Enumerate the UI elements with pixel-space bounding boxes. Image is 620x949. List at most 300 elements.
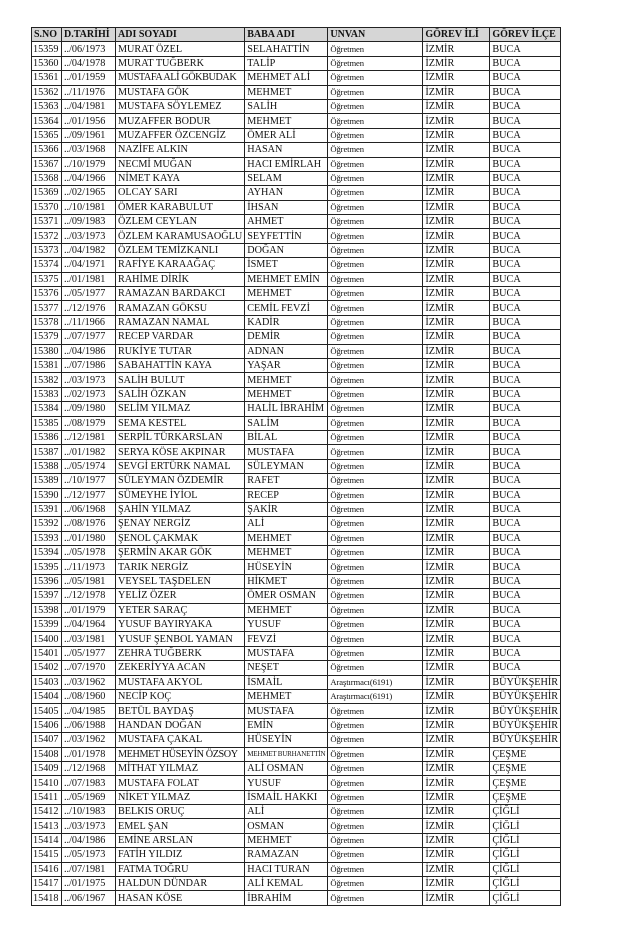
cell-birth-date: ../08/1960 bbox=[62, 689, 116, 703]
cell-duty-province: İZMİR bbox=[423, 632, 490, 646]
cell-father-name: MEHMET bbox=[245, 603, 328, 617]
cell-father-name: ÖMER ALİ bbox=[245, 128, 328, 142]
cell-birth-date: ../03/1981 bbox=[62, 632, 116, 646]
cell-father-name: MEHMET bbox=[245, 833, 328, 847]
cell-title: Öğretmen bbox=[328, 589, 423, 603]
cell-title: Araştırmacı(6191) bbox=[328, 689, 423, 703]
table-row bbox=[32, 603, 561, 617]
cell-duty-province: İZMİR bbox=[423, 589, 490, 603]
cell-full-name: SABAHATTİN KAYA bbox=[116, 358, 245, 372]
cell-duty-province: İZMİR bbox=[423, 560, 490, 574]
cell-birth-date: ../05/1977 bbox=[62, 646, 116, 660]
cell-father-name: SELAM bbox=[245, 171, 328, 185]
table-row bbox=[32, 416, 561, 430]
table-row bbox=[32, 574, 561, 588]
cell-full-name: SERPİL TÜRKARSLAN bbox=[116, 430, 245, 444]
cell-sno: 15392 bbox=[32, 517, 62, 531]
cell-title: Öğretmen bbox=[328, 330, 423, 344]
cell-birth-date: ../04/1978 bbox=[62, 56, 116, 70]
cell-full-name: ŞERMİN AKAR GÖK bbox=[116, 546, 245, 560]
cell-duty-district: BUCA bbox=[490, 330, 561, 344]
cell-birth-date: ../06/1973 bbox=[62, 42, 116, 56]
cell-duty-district: BUCA bbox=[490, 603, 561, 617]
cell-birth-date: ../12/1968 bbox=[62, 761, 116, 775]
table-row bbox=[32, 200, 561, 214]
cell-duty-district: BUCA bbox=[490, 315, 561, 329]
cell-full-name: ŞAHİN YILMAZ bbox=[116, 502, 245, 516]
cell-duty-district: BUCA bbox=[490, 56, 561, 70]
cell-title: Öğretmen bbox=[328, 704, 423, 718]
cell-duty-province: İZMİR bbox=[423, 128, 490, 142]
cell-sno: 15380 bbox=[32, 344, 62, 358]
cell-duty-province: İZMİR bbox=[423, 459, 490, 473]
cell-title: Öğretmen bbox=[328, 574, 423, 588]
cell-full-name: MUSTAFA AKYOL bbox=[116, 675, 245, 689]
cell-duty-district: BUCA bbox=[490, 402, 561, 416]
column-header-duty-province: GÖREV İLİ bbox=[423, 28, 490, 42]
cell-duty-province: İZMİR bbox=[423, 488, 490, 502]
table-row bbox=[32, 704, 561, 718]
cell-title: Öğretmen bbox=[328, 128, 423, 142]
column-header-full-name: ADI SOYADI bbox=[116, 28, 245, 42]
cell-title: Öğretmen bbox=[328, 546, 423, 560]
cell-duty-district: BUCA bbox=[490, 517, 561, 531]
cell-sno: 15397 bbox=[32, 589, 62, 603]
cell-duty-district: BUCA bbox=[490, 502, 561, 516]
cell-sno: 15360 bbox=[32, 56, 62, 70]
cell-title: Öğretmen bbox=[328, 229, 423, 243]
cell-duty-district: BUCA bbox=[490, 171, 561, 185]
cell-duty-province: İZMİR bbox=[423, 877, 490, 891]
table-header-row bbox=[32, 28, 561, 42]
cell-sno: 15369 bbox=[32, 186, 62, 200]
table-row bbox=[32, 42, 561, 56]
table-row bbox=[32, 358, 561, 372]
table-row bbox=[32, 646, 561, 660]
cell-title: Öğretmen bbox=[328, 258, 423, 272]
table-row bbox=[32, 186, 561, 200]
cell-birth-date: ../06/1988 bbox=[62, 718, 116, 732]
cell-duty-province: İZMİR bbox=[423, 833, 490, 847]
cell-duty-province: İZMİR bbox=[423, 215, 490, 229]
cell-duty-district: BUCA bbox=[490, 287, 561, 301]
cell-full-name: MURAT ÖZEL bbox=[116, 42, 245, 56]
cell-sno: 15406 bbox=[32, 718, 62, 732]
table-row bbox=[32, 502, 561, 516]
cell-title: Öğretmen bbox=[328, 272, 423, 286]
cell-title: Öğretmen bbox=[328, 474, 423, 488]
cell-sno: 15372 bbox=[32, 229, 62, 243]
cell-full-name: MUSTAFA FOLAT bbox=[116, 776, 245, 790]
cell-father-name: CEMİL FEVZİ bbox=[245, 301, 328, 315]
cell-father-name: HÜSEYİN bbox=[245, 733, 328, 747]
cell-title: Öğretmen bbox=[328, 646, 423, 660]
table-row bbox=[32, 862, 561, 876]
cell-duty-province: İZMİR bbox=[423, 402, 490, 416]
cell-duty-district: ÇİĞLİ bbox=[490, 833, 561, 847]
cell-full-name: SÜMEYHE İYİOL bbox=[116, 488, 245, 502]
table-row bbox=[32, 330, 561, 344]
cell-father-name: ADNAN bbox=[245, 344, 328, 358]
cell-duty-province: İZMİR bbox=[423, 71, 490, 85]
cell-birth-date: ../12/1976 bbox=[62, 301, 116, 315]
cell-father-name: DEMİR bbox=[245, 330, 328, 344]
cell-full-name: ÖZLEM CEYLAN bbox=[116, 215, 245, 229]
table-body bbox=[32, 42, 561, 905]
cell-birth-date: ../12/1978 bbox=[62, 589, 116, 603]
cell-father-name: SÜLEYMAN bbox=[245, 459, 328, 473]
cell-birth-date: ../05/1974 bbox=[62, 459, 116, 473]
cell-duty-district: BUCA bbox=[490, 589, 561, 603]
cell-title: Öğretmen bbox=[328, 416, 423, 430]
cell-birth-date: ../07/1986 bbox=[62, 358, 116, 372]
table-row bbox=[32, 373, 561, 387]
cell-birth-date: ../04/1981 bbox=[62, 99, 116, 113]
cell-full-name: ÖMER KARABULUT bbox=[116, 200, 245, 214]
cell-title: Öğretmen bbox=[328, 344, 423, 358]
cell-duty-province: İZMİR bbox=[423, 272, 490, 286]
cell-title: Öğretmen bbox=[328, 718, 423, 732]
table-row bbox=[32, 128, 561, 142]
cell-full-name: EMEL ŞAN bbox=[116, 819, 245, 833]
cell-full-name: SEVGİ ERTÜRK NAMAL bbox=[116, 459, 245, 473]
cell-sno: 15407 bbox=[32, 733, 62, 747]
cell-duty-district: BUCA bbox=[490, 459, 561, 473]
cell-title: Öğretmen bbox=[328, 833, 423, 847]
cell-duty-district: BUCA bbox=[490, 560, 561, 574]
cell-duty-district: BUCA bbox=[490, 531, 561, 545]
cell-sno: 15399 bbox=[32, 618, 62, 632]
cell-full-name: HALDUN DÜNDAR bbox=[116, 877, 245, 891]
cell-birth-date: ../11/1976 bbox=[62, 85, 116, 99]
cell-title: Öğretmen bbox=[328, 632, 423, 646]
cell-birth-date: ../07/1977 bbox=[62, 330, 116, 344]
cell-sno: 15396 bbox=[32, 574, 62, 588]
cell-sno: 15366 bbox=[32, 143, 62, 157]
cell-duty-district: ÇİĞLİ bbox=[490, 805, 561, 819]
cell-father-name: SALİH bbox=[245, 99, 328, 113]
cell-father-name: ALİ bbox=[245, 805, 328, 819]
cell-title: Öğretmen bbox=[328, 618, 423, 632]
cell-duty-district: BUCA bbox=[490, 186, 561, 200]
cell-duty-province: İZMİR bbox=[423, 862, 490, 876]
cell-duty-province: İZMİR bbox=[423, 143, 490, 157]
table-row bbox=[32, 301, 561, 315]
table-row bbox=[32, 675, 561, 689]
cell-birth-date: ../03/1973 bbox=[62, 373, 116, 387]
cell-sno: 15408 bbox=[32, 747, 62, 761]
cell-sno: 15361 bbox=[32, 71, 62, 85]
table-row bbox=[32, 157, 561, 171]
cell-duty-district: ÇİĞLİ bbox=[490, 848, 561, 862]
cell-full-name: RUKİYE TUTAR bbox=[116, 344, 245, 358]
cell-full-name: YETER SARAÇ bbox=[116, 603, 245, 617]
cell-title: Araştırmacı(6191) bbox=[328, 675, 423, 689]
cell-father-name: MEHMET bbox=[245, 531, 328, 545]
cell-full-name: SÜLEYMAN ÖZDEMİR bbox=[116, 474, 245, 488]
table-row bbox=[32, 618, 561, 632]
cell-full-name: ŞENAY NERGİZ bbox=[116, 517, 245, 531]
cell-full-name: TARIK NERGİZ bbox=[116, 560, 245, 574]
cell-duty-district: BUCA bbox=[490, 157, 561, 171]
cell-title: Öğretmen bbox=[328, 891, 423, 905]
cell-sno: 15374 bbox=[32, 258, 62, 272]
cell-father-name: İHSAN bbox=[245, 200, 328, 214]
cell-full-name: MUSTAFA GÖK bbox=[116, 85, 245, 99]
cell-birth-date: ../03/1962 bbox=[62, 675, 116, 689]
cell-sno: 15386 bbox=[32, 430, 62, 444]
cell-birth-date: ../01/1979 bbox=[62, 603, 116, 617]
cell-sno: 15418 bbox=[32, 891, 62, 905]
cell-birth-date: ../04/1971 bbox=[62, 258, 116, 272]
cell-title: Öğretmen bbox=[328, 502, 423, 516]
table-row bbox=[32, 99, 561, 113]
cell-sno: 15410 bbox=[32, 776, 62, 790]
cell-father-name: RAMAZAN bbox=[245, 848, 328, 862]
cell-duty-province: İZMİR bbox=[423, 416, 490, 430]
table-row bbox=[32, 229, 561, 243]
cell-sno: 15383 bbox=[32, 387, 62, 401]
cell-birth-date: ../09/1961 bbox=[62, 128, 116, 142]
cell-duty-district: BUCA bbox=[490, 143, 561, 157]
cell-sno: 15390 bbox=[32, 488, 62, 502]
cell-birth-date: ../04/1966 bbox=[62, 171, 116, 185]
cell-birth-date: ../05/1977 bbox=[62, 287, 116, 301]
cell-sno: 15411 bbox=[32, 790, 62, 804]
table-row bbox=[32, 445, 561, 459]
cell-father-name: MEHMET bbox=[245, 373, 328, 387]
cell-birth-date: ../09/1983 bbox=[62, 215, 116, 229]
cell-duty-province: İZMİR bbox=[423, 387, 490, 401]
cell-sno: 15385 bbox=[32, 416, 62, 430]
cell-sno: 15362 bbox=[32, 85, 62, 99]
cell-duty-province: İZMİR bbox=[423, 315, 490, 329]
cell-father-name: MEHMET ALİ bbox=[245, 71, 328, 85]
table-row bbox=[32, 733, 561, 747]
cell-full-name: OLCAY SARI bbox=[116, 186, 245, 200]
table-row bbox=[32, 402, 561, 416]
cell-birth-date: ../03/1973 bbox=[62, 819, 116, 833]
cell-duty-district: ÇİĞLİ bbox=[490, 891, 561, 905]
cell-full-name: MUSTAFA ÇAKAL bbox=[116, 733, 245, 747]
table-row bbox=[32, 747, 561, 761]
cell-title: Öğretmen bbox=[328, 301, 423, 315]
cell-duty-province: İZMİR bbox=[423, 99, 490, 113]
cell-sno: 15363 bbox=[32, 99, 62, 113]
cell-sno: 15370 bbox=[32, 200, 62, 214]
cell-sno: 15412 bbox=[32, 805, 62, 819]
cell-title: Öğretmen bbox=[328, 776, 423, 790]
cell-full-name: NECİP KOÇ bbox=[116, 689, 245, 703]
cell-father-name: MEHMET bbox=[245, 85, 328, 99]
cell-sno: 15395 bbox=[32, 560, 62, 574]
cell-sno: 15403 bbox=[32, 675, 62, 689]
cell-duty-district: ÇİĞLİ bbox=[490, 862, 561, 876]
cell-full-name: YUSUF ŞENBOL YAMAN bbox=[116, 632, 245, 646]
cell-duty-province: İZMİR bbox=[423, 718, 490, 732]
table-row bbox=[32, 790, 561, 804]
cell-sno: 15417 bbox=[32, 877, 62, 891]
cell-sno: 15378 bbox=[32, 315, 62, 329]
cell-duty-province: İZMİR bbox=[423, 344, 490, 358]
cell-birth-date: ../06/1968 bbox=[62, 502, 116, 516]
table-row bbox=[32, 171, 561, 185]
cell-sno: 15393 bbox=[32, 531, 62, 545]
cell-title: Öğretmen bbox=[328, 877, 423, 891]
cell-duty-province: İZMİR bbox=[423, 474, 490, 488]
cell-full-name: RAFİYE KARAAĞAÇ bbox=[116, 258, 245, 272]
cell-duty-district: ÇİĞLİ bbox=[490, 819, 561, 833]
cell-duty-province: İZMİR bbox=[423, 819, 490, 833]
cell-duty-province: İZMİR bbox=[423, 747, 490, 761]
cell-duty-province: İZMİR bbox=[423, 790, 490, 804]
cell-sno: 15400 bbox=[32, 632, 62, 646]
cell-duty-province: İZMİR bbox=[423, 704, 490, 718]
cell-duty-province: İZMİR bbox=[423, 805, 490, 819]
cell-birth-date: ../11/1966 bbox=[62, 315, 116, 329]
cell-full-name: HASAN KÖSE bbox=[116, 891, 245, 905]
cell-father-name: MEHMET bbox=[245, 387, 328, 401]
cell-birth-date: ../09/1980 bbox=[62, 402, 116, 416]
cell-birth-date: ../07/1970 bbox=[62, 661, 116, 675]
cell-father-name: SELAHATTİN bbox=[245, 42, 328, 56]
table-row bbox=[32, 819, 561, 833]
table-row bbox=[32, 718, 561, 732]
cell-sno: 15402 bbox=[32, 661, 62, 675]
cell-father-name: MEHMET EMİN bbox=[245, 272, 328, 286]
cell-full-name: RAHİME DİRİK bbox=[116, 272, 245, 286]
table-row bbox=[32, 891, 561, 905]
cell-duty-district: BUCA bbox=[490, 42, 561, 56]
column-header-sno: S.NO bbox=[32, 28, 62, 42]
table-row bbox=[32, 258, 561, 272]
cell-father-name: İSMET bbox=[245, 258, 328, 272]
cell-full-name: NECMİ MUĞAN bbox=[116, 157, 245, 171]
cell-full-name: HANDAN DOĞAN bbox=[116, 718, 245, 732]
cell-father-name: RECEP bbox=[245, 488, 328, 502]
cell-father-name: MEHMET bbox=[245, 689, 328, 703]
cell-title: Öğretmen bbox=[328, 200, 423, 214]
cell-sno: 15389 bbox=[32, 474, 62, 488]
cell-duty-district: BÜYÜKŞEHİR bbox=[490, 675, 561, 689]
table-row bbox=[32, 661, 561, 675]
cell-title: Öğretmen bbox=[328, 358, 423, 372]
cell-full-name: YUSUF BAYIRYAKA bbox=[116, 618, 245, 632]
column-header-duty-district: GÖREV İLÇE bbox=[490, 28, 561, 42]
cell-duty-province: İZMİR bbox=[423, 776, 490, 790]
cell-full-name: NİKET YILMAZ bbox=[116, 790, 245, 804]
cell-duty-province: İZMİR bbox=[423, 186, 490, 200]
cell-birth-date: ../03/1968 bbox=[62, 143, 116, 157]
cell-duty-province: İZMİR bbox=[423, 618, 490, 632]
cell-duty-province: İZMİR bbox=[423, 301, 490, 315]
cell-title: Öğretmen bbox=[328, 733, 423, 747]
document-page bbox=[31, 27, 561, 906]
cell-birth-date: ../04/1986 bbox=[62, 344, 116, 358]
cell-title: Öğretmen bbox=[328, 790, 423, 804]
cell-full-name: SERYA KÖSE AKPINAR bbox=[116, 445, 245, 459]
cell-sno: 15388 bbox=[32, 459, 62, 473]
cell-duty-province: İZMİR bbox=[423, 229, 490, 243]
cell-duty-province: İZMİR bbox=[423, 85, 490, 99]
cell-birth-date: ../01/1975 bbox=[62, 877, 116, 891]
cell-full-name: VEYSEL TAŞDELEN bbox=[116, 574, 245, 588]
cell-title: Öğretmen bbox=[328, 862, 423, 876]
table-row bbox=[32, 805, 561, 819]
table-row bbox=[32, 56, 561, 70]
cell-duty-district: ÇEŞME bbox=[490, 790, 561, 804]
cell-duty-district: BUCA bbox=[490, 99, 561, 113]
cell-full-name: ZEHRA TUĞBERK bbox=[116, 646, 245, 660]
cell-title: Öğretmen bbox=[328, 99, 423, 113]
cell-full-name: BELKIS ORUÇ bbox=[116, 805, 245, 819]
cell-birth-date: ../01/1980 bbox=[62, 531, 116, 545]
cell-father-name: ALİ bbox=[245, 517, 328, 531]
cell-duty-province: İZMİR bbox=[423, 661, 490, 675]
table-row bbox=[32, 589, 561, 603]
cell-sno: 15414 bbox=[32, 833, 62, 847]
table-row bbox=[32, 459, 561, 473]
cell-duty-district: BÜYÜKŞEHİR bbox=[490, 718, 561, 732]
cell-duty-district: BUCA bbox=[490, 85, 561, 99]
cell-birth-date: ../02/1973 bbox=[62, 387, 116, 401]
cell-duty-province: İZMİR bbox=[423, 891, 490, 905]
column-header-title: UNVAN bbox=[328, 28, 423, 42]
cell-full-name: MEHMET HÜSEYİN ÖZSOY bbox=[116, 747, 245, 761]
cell-full-name: RAMAZAN BARDAKCI bbox=[116, 287, 245, 301]
cell-full-name: NAZİFE ALKIN bbox=[116, 143, 245, 157]
cell-sno: 15391 bbox=[32, 502, 62, 516]
cell-father-name: KADİR bbox=[245, 315, 328, 329]
table-row bbox=[32, 85, 561, 99]
cell-father-name: YUSUF bbox=[245, 776, 328, 790]
cell-father-name: EMİN bbox=[245, 718, 328, 732]
cell-sno: 15368 bbox=[32, 171, 62, 185]
cell-full-name: ZEKERİYYA ACAN bbox=[116, 661, 245, 675]
cell-father-name: SALİM bbox=[245, 416, 328, 430]
cell-full-name: SALİH ÖZKAN bbox=[116, 387, 245, 401]
cell-sno: 15364 bbox=[32, 114, 62, 128]
cell-duty-district: BUCA bbox=[490, 474, 561, 488]
cell-duty-province: İZMİR bbox=[423, 603, 490, 617]
cell-full-name: NİMET KAYA bbox=[116, 171, 245, 185]
cell-duty-province: İZMİR bbox=[423, 546, 490, 560]
cell-father-name: ÖMER OSMAN bbox=[245, 589, 328, 603]
column-header-father-name: BABA ADI bbox=[245, 28, 328, 42]
table-row bbox=[32, 517, 561, 531]
cell-father-name: YUSUF bbox=[245, 618, 328, 632]
cell-birth-date: ../04/1985 bbox=[62, 704, 116, 718]
cell-sno: 15401 bbox=[32, 646, 62, 660]
cell-full-name: MUZAFFER BODUR bbox=[116, 114, 245, 128]
cell-father-name: HACI EMİRLAH bbox=[245, 157, 328, 171]
cell-duty-district: BÜYÜKŞEHİR bbox=[490, 704, 561, 718]
cell-birth-date: ../01/1956 bbox=[62, 114, 116, 128]
cell-title: Öğretmen bbox=[328, 805, 423, 819]
cell-title: Öğretmen bbox=[328, 56, 423, 70]
table-row bbox=[32, 287, 561, 301]
cell-sno: 15376 bbox=[32, 287, 62, 301]
cell-father-name: DOĞAN bbox=[245, 243, 328, 257]
cell-title: Öğretmen bbox=[328, 373, 423, 387]
cell-sno: 15371 bbox=[32, 215, 62, 229]
cell-birth-date: ../05/1978 bbox=[62, 546, 116, 560]
cell-sno: 15359 bbox=[32, 42, 62, 56]
cell-duty-province: İZMİR bbox=[423, 574, 490, 588]
cell-father-name: MUSTAFA bbox=[245, 704, 328, 718]
cell-title: Öğretmen bbox=[328, 488, 423, 502]
cell-birth-date: ../04/1964 bbox=[62, 618, 116, 632]
